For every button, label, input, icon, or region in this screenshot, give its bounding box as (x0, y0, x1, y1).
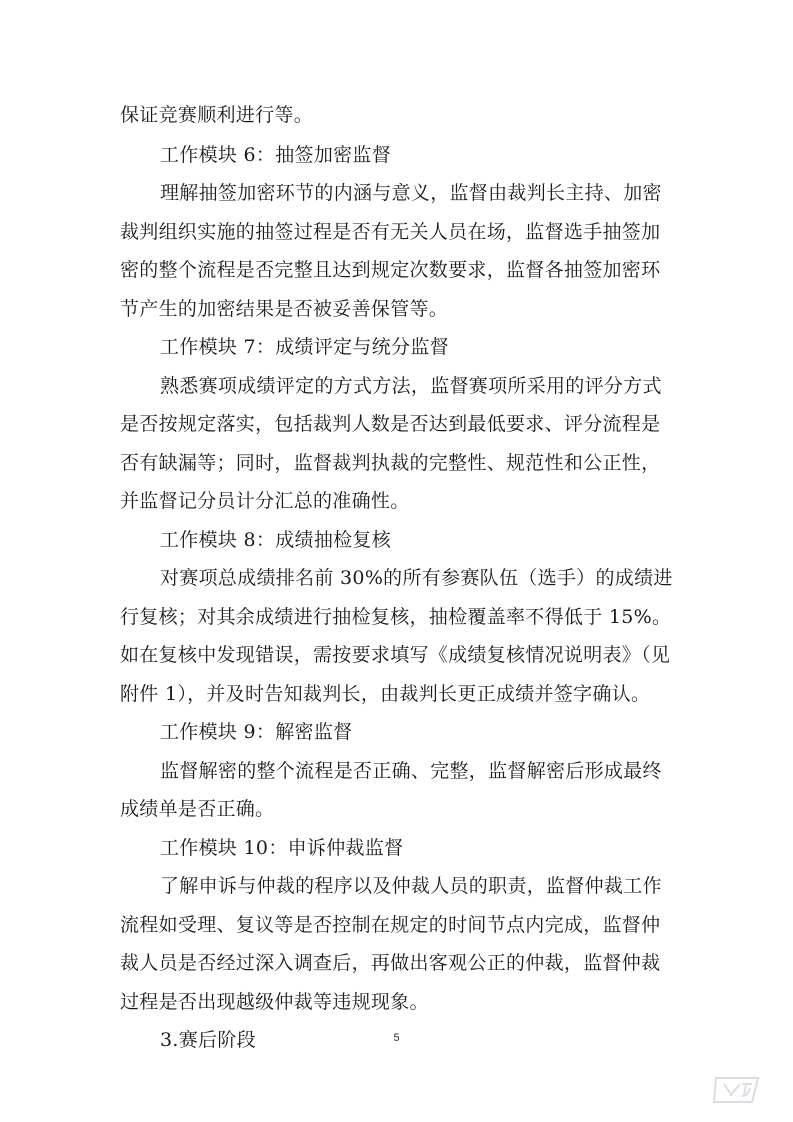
section-heading: 3.赛后阶段 (160, 1029, 256, 1051)
body-text-line: 裁人员是否经过深入调查后，再做出客观公正的仲裁，监督仲裁 (120, 952, 661, 974)
section-heading: 工作模块 8：成绩抽检复核 (160, 529, 392, 551)
watermark-logo-icon (712, 1072, 762, 1106)
body-text-line: 流程如受理、复议等是否控制在规定的时间节点内完成，监督仲 (120, 914, 661, 936)
page-number: 5 (393, 1032, 400, 1044)
section-heading: 工作模块 6：抽签加密监督 (160, 144, 392, 166)
body-text-line: 监督解密的整个流程是否正确、完整，监督解密后形成最终 (160, 760, 662, 782)
body-text-line: 裁判组织实施的抽签过程是否有无关人员在场，监督选手抽签加 (120, 221, 661, 243)
body-text-line: 是否按规定落实，包括裁判人数是否达到最低要求、评分流程是 (120, 413, 661, 435)
section-heading: 工作模块 9：解密监督 (160, 721, 353, 743)
body-text-line: 保证竞赛顺利进行等。 (120, 104, 314, 126)
body-text-line: 成绩单是否正确。 (120, 798, 275, 820)
body-text-line: 密的整个流程是否完整且达到规定次数要求，监督各抽签加密环 (120, 259, 661, 281)
section-heading: 工作模块 7：成绩评定与统分监督 (160, 336, 449, 358)
body-text-line: 并监督记分员计分汇总的准确性。 (120, 490, 410, 512)
body-text-line: 节产生的加密结果是否被妥善保管等。 (120, 298, 449, 320)
body-text-line: 如在复核中发现错误，需按要求填写《成绩复核情况说明表》（见 (120, 644, 671, 666)
body-text-line: 了解申诉与仲裁的程序以及仲裁人员的职责，监督仲裁工作 (160, 875, 662, 897)
section-heading: 工作模块 10：申诉仲裁监督 (160, 837, 404, 859)
body-text-line: 对赛项总成绩排名前 30%的所有参赛队伍（选手）的成绩进 (160, 567, 673, 589)
body-text-line: 行复核；对其余成绩进行抽检复核，抽检覆盖率不得低于 15%。 (120, 606, 672, 628)
body-text-line: 否有缺漏等；同时，监督裁判执裁的完整性、规范性和公正性， (120, 452, 661, 474)
body-text-line: 理解抽签加密环节的内涵与意义，监督由裁判长主持、加密 (160, 182, 662, 204)
body-text-line: 附件 1），并及时告知裁判长，由裁判长更正成绩并签字确认。 (120, 683, 651, 705)
body-text-line: 过程是否出现越级仲裁等违规现象。 (120, 991, 429, 1013)
body-text-line: 熟悉赛项成绩评定的方式方法，监督赛项所采用的评分方式 (160, 375, 662, 397)
